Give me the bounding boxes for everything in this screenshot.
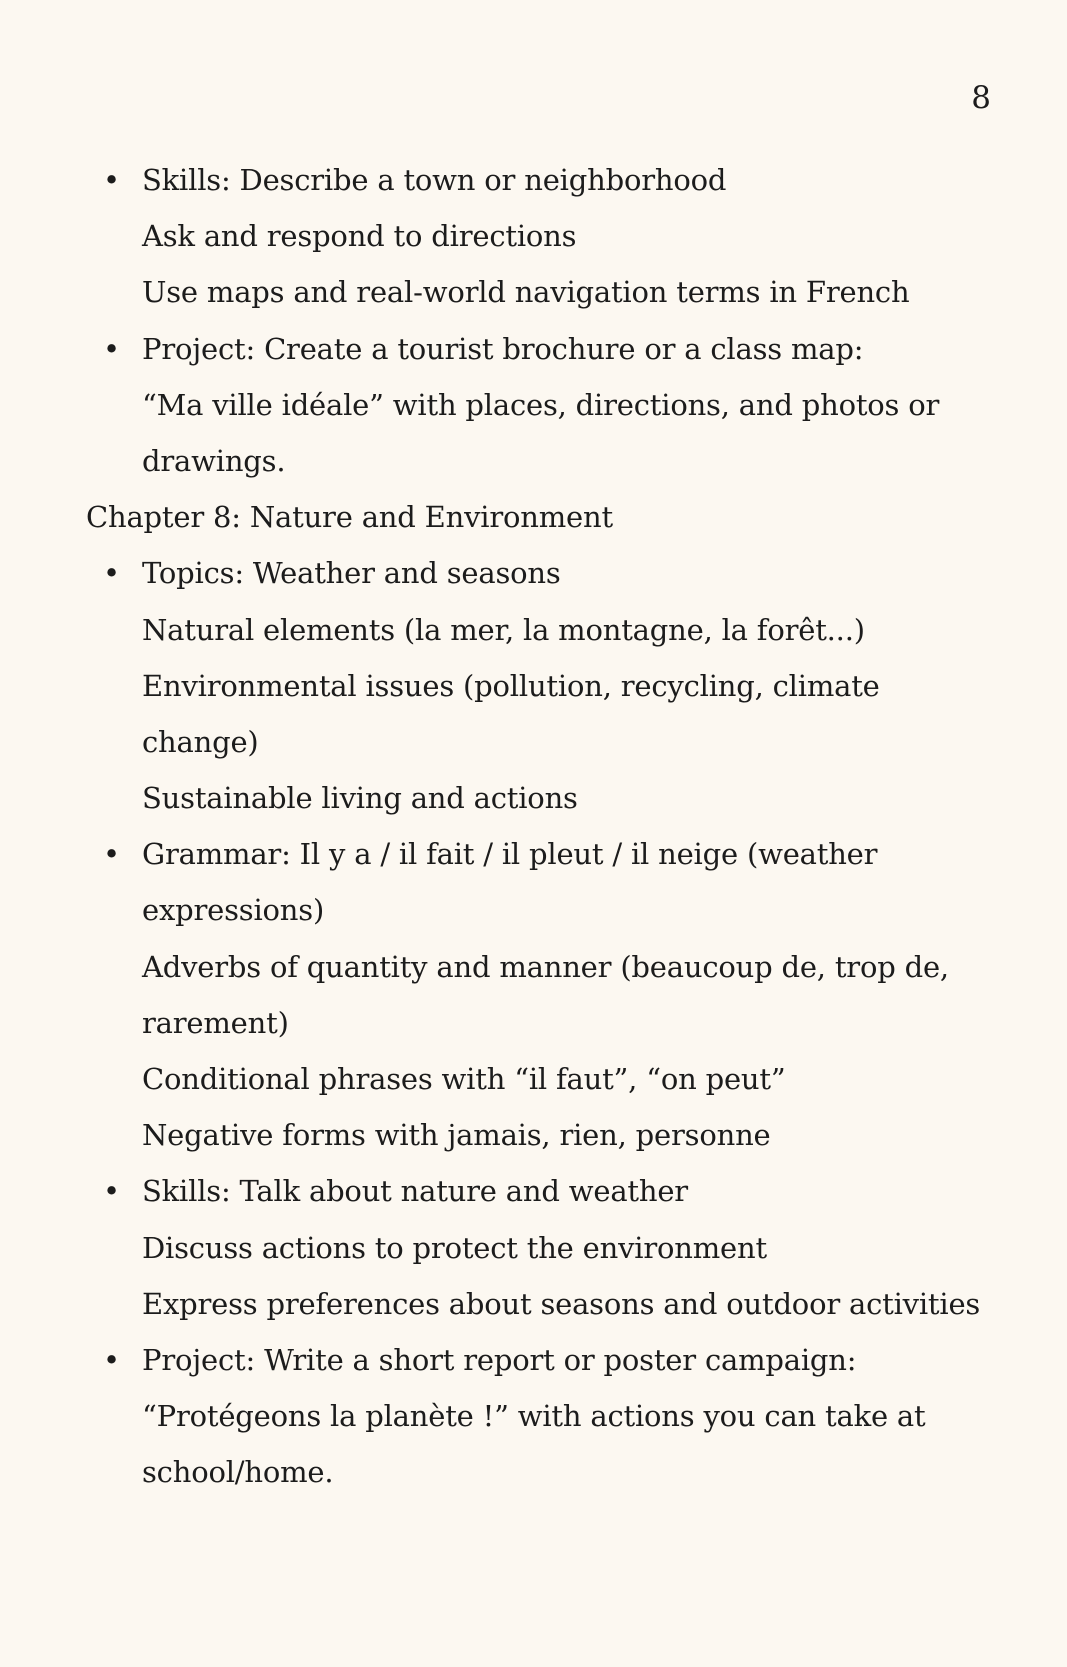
bullet-item-project-prev [86, 321, 996, 377]
skills8-line-3: Express preferences about seasons and outdoor activities [142, 1286, 981, 1321]
skills8-line-1: Skills: Talk about nature and weather [142, 1174, 688, 1209]
grammar-line-4: rarement) [142, 1005, 289, 1040]
project-line-2: “Ma ville idéale” with places, directions, and photos or [142, 387, 940, 422]
skills8-line-2: Discuss actions to protect the environment [142, 1230, 767, 1265]
bullet-marker: • [103, 556, 120, 591]
skills-line-3: Use maps and real-world navigation terms in French [142, 275, 910, 310]
grammar-line-6: Negative forms with jamais, rien, personne [142, 1118, 771, 1153]
bullet-marker: • [103, 331, 120, 366]
bullet-item-skills-prev [86, 152, 996, 208]
topics-line-1: Topics: Weather and seasons [142, 556, 561, 591]
bullet-item-project [86, 1332, 996, 1388]
topics-line-2: Natural elements (la mer, la montagne, la forêt...) [142, 612, 865, 647]
project-line-1: Project: Create a tourist brochure or a class map: [142, 331, 864, 366]
bullet-marker: • [103, 163, 120, 197]
bullet-marker: • [103, 837, 120, 872]
topics-line-5: Sustainable living and actions [142, 781, 578, 816]
project8-line-1: Project: Write a short report or poster campaign: [142, 1342, 857, 1377]
topics-line-3: Environmental issues (pollution, recycling, climate [142, 668, 880, 703]
skills-line-1: Skills: Describe a town or neighborhood [142, 163, 727, 197]
grammar-line-3: Adverbs of quantity and manner (beaucoup de, trop de, [142, 949, 949, 984]
page-number: 8 [971, 80, 991, 116]
project8-line-2: “Protégeons la planète !” with actions you can take at [142, 1399, 926, 1434]
grammar-line-1: Grammar: Il y a / il fait / il pleut / il neige (weather [142, 837, 878, 872]
grammar-line-2: expressions) [142, 893, 325, 928]
page-content [86, 152, 996, 1501]
bullet-item-grammar [86, 826, 996, 882]
grammar-line-5: Conditional phrases with “il faut”, “on peut” [142, 1062, 786, 1096]
bullet-item-topics [86, 545, 996, 601]
project-line-3: drawings. [142, 443, 286, 478]
skills-line-2: Ask and respond to directions [142, 219, 577, 254]
bullet-item-skills [86, 1163, 996, 1219]
chapter-heading: Chapter 8: Nature and Environment [86, 500, 613, 535]
bullet-marker: • [103, 1342, 120, 1377]
bullet-marker: • [103, 1174, 120, 1209]
project8-line-3: school/home. [142, 1455, 334, 1490]
topics-line-4: change) [142, 724, 259, 759]
